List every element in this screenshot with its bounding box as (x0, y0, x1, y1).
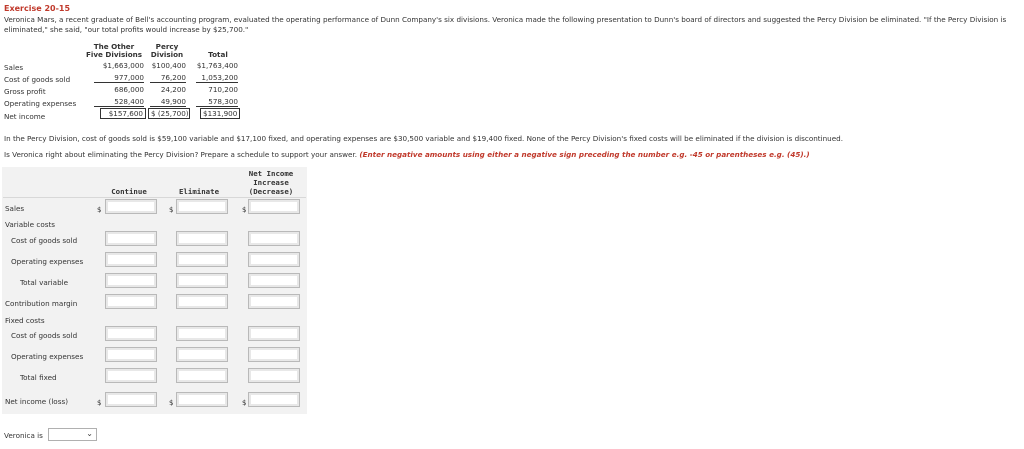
exercise-intro: Veronica Mars, a recent graduate of Bell's accounting program, evaluated the operating performance of Dunn Company's six divisions. Veronica made the following presentation to Dunn's board of directors and suggested the Percy Division be eliminated. "If the Percy Division is eliminated," she said, "our total profits would increase by $25,700." (4, 15, 1007, 34)
header-other-line1: The Other (93, 42, 135, 51)
cell-cogs-percy: 76,200 (150, 73, 186, 83)
total-fixed-net-input[interactable] (248, 368, 300, 383)
dollar-sign: $ (97, 206, 102, 214)
row-label-cogs: Cost of goods sold (4, 75, 71, 84)
dollar-sign: $ (242, 206, 247, 214)
question-text: Is Veronica right about eliminating the Percy Division? Prepare a schedule to support your answer. (4, 150, 358, 159)
contribution-eliminate-input[interactable] (176, 294, 228, 309)
contribution-net-input[interactable] (248, 294, 300, 309)
fixed-opex-eliminate-input[interactable] (176, 347, 228, 362)
cell-gross-percy: 24,200 (160, 85, 186, 94)
dollar-sign: $ (242, 399, 247, 407)
conclusion-select[interactable] (48, 428, 97, 441)
var-cogs-eliminate-input[interactable] (176, 231, 228, 246)
header-divider (3, 197, 306, 198)
net-income-continue-input[interactable] (105, 392, 157, 407)
schedule-label-total-fixed: Total fixed (20, 373, 57, 382)
cell-opex-other: 528,400 (94, 97, 144, 107)
contribution-continue-input[interactable] (105, 294, 157, 309)
schedule-label-var-opex: Operating expenses (11, 257, 84, 266)
fixed-opex-net-input[interactable] (248, 347, 300, 362)
total-variable-net-input[interactable] (248, 273, 300, 288)
dollar-sign: $ (97, 399, 102, 407)
schedule-label-sales: Sales (5, 204, 25, 213)
cell-gross-other: 686,000 (114, 85, 144, 94)
row-label-net-income: Net income (4, 112, 46, 121)
cell-cogs-other: 977,000 (94, 73, 144, 83)
header-other-line2: Five Divisions (85, 50, 143, 59)
column-net-line2: Increase (253, 178, 289, 187)
column-net-line1: Net Income (248, 169, 294, 178)
chevron-down-icon: ⌄ (86, 429, 93, 438)
total-fixed-continue-input[interactable] (105, 368, 157, 383)
schedule-label-variable-costs: Variable costs (5, 220, 56, 229)
cell-net-percy: $ (25,700) (148, 108, 190, 119)
row-label-sales: Sales (4, 63, 24, 72)
schedule-label-contribution-margin: Contribution margin (5, 299, 78, 308)
header-percy-line1: Percy (155, 42, 179, 51)
dollar-sign: $ (169, 206, 174, 214)
exercise-title: Exercise 20-15 (4, 4, 71, 13)
column-eliminate: Eliminate (178, 187, 220, 196)
column-net-line3: (Decrease) (248, 187, 294, 196)
total-variable-eliminate-input[interactable] (176, 273, 228, 288)
dollar-sign: $ (169, 399, 174, 407)
sales-net-input[interactable] (248, 199, 300, 214)
cell-net-total: $131,900 (200, 108, 240, 119)
schedule-label-fixed-cogs: Cost of goods sold (11, 331, 78, 340)
fixed-cogs-eliminate-input[interactable] (176, 326, 228, 341)
cell-net-other: $157,600 (100, 108, 146, 119)
total-fixed-eliminate-input[interactable] (176, 368, 228, 383)
schedule-label-fixed-costs: Fixed costs (5, 316, 45, 325)
fixed-cogs-net-input[interactable] (248, 326, 300, 341)
var-cogs-continue-input[interactable] (105, 231, 157, 246)
division-cost-info: In the Percy Division, cost of goods sold is $59,100 variable and $17,100 fixed, and operating expenses are $30,500 variable and $19,400 fixed. None of the Percy Division's fixed costs will be eliminated if the division is discontinued. (4, 134, 843, 143)
header-percy-line2: Division (150, 50, 184, 59)
cell-cogs-total: 1,053,200 (196, 73, 238, 83)
header-total: Total (208, 50, 228, 59)
schedule-label-fixed-opex: Operating expenses (11, 352, 84, 361)
fixed-cogs-continue-input[interactable] (105, 326, 157, 341)
schedule-label-total-variable: Total variable (20, 278, 69, 287)
net-income-eliminate-input[interactable] (176, 392, 228, 407)
var-opex-net-input[interactable] (248, 252, 300, 267)
cell-sales-other: $1,663,000 (102, 61, 144, 70)
schedule-label-var-cogs: Cost of goods sold (11, 236, 78, 245)
fixed-opex-continue-input[interactable] (105, 347, 157, 362)
question-line (4, 150, 810, 159)
row-label-gross-profit: Gross profit (4, 87, 46, 96)
cell-opex-total: 578,300 (196, 97, 238, 107)
cell-sales-percy: $100,400 (151, 61, 186, 70)
schedule-label-net-income: Net income (loss) (5, 397, 69, 406)
cell-gross-total: 710,200 (208, 85, 238, 94)
sales-continue-input[interactable] (105, 199, 157, 214)
var-opex-eliminate-input[interactable] (176, 252, 228, 267)
net-income-net-input[interactable] (248, 392, 300, 407)
column-continue: Continue (111, 187, 147, 196)
cell-sales-total: $1,763,400 (196, 61, 238, 70)
total-variable-continue-input[interactable] (105, 273, 157, 288)
sales-eliminate-input[interactable] (176, 199, 228, 214)
row-label-opex: Operating expenses (4, 99, 77, 108)
entry-instructions: (Enter negative amounts using either a negative sign preceding the number e.g. -45 or parentheses e.g. (45).) (359, 150, 810, 159)
cell-opex-percy: 49,900 (150, 97, 186, 107)
var-cogs-net-input[interactable] (248, 231, 300, 246)
conclusion-label: Veronica is (4, 431, 43, 440)
var-opex-continue-input[interactable] (105, 252, 157, 267)
